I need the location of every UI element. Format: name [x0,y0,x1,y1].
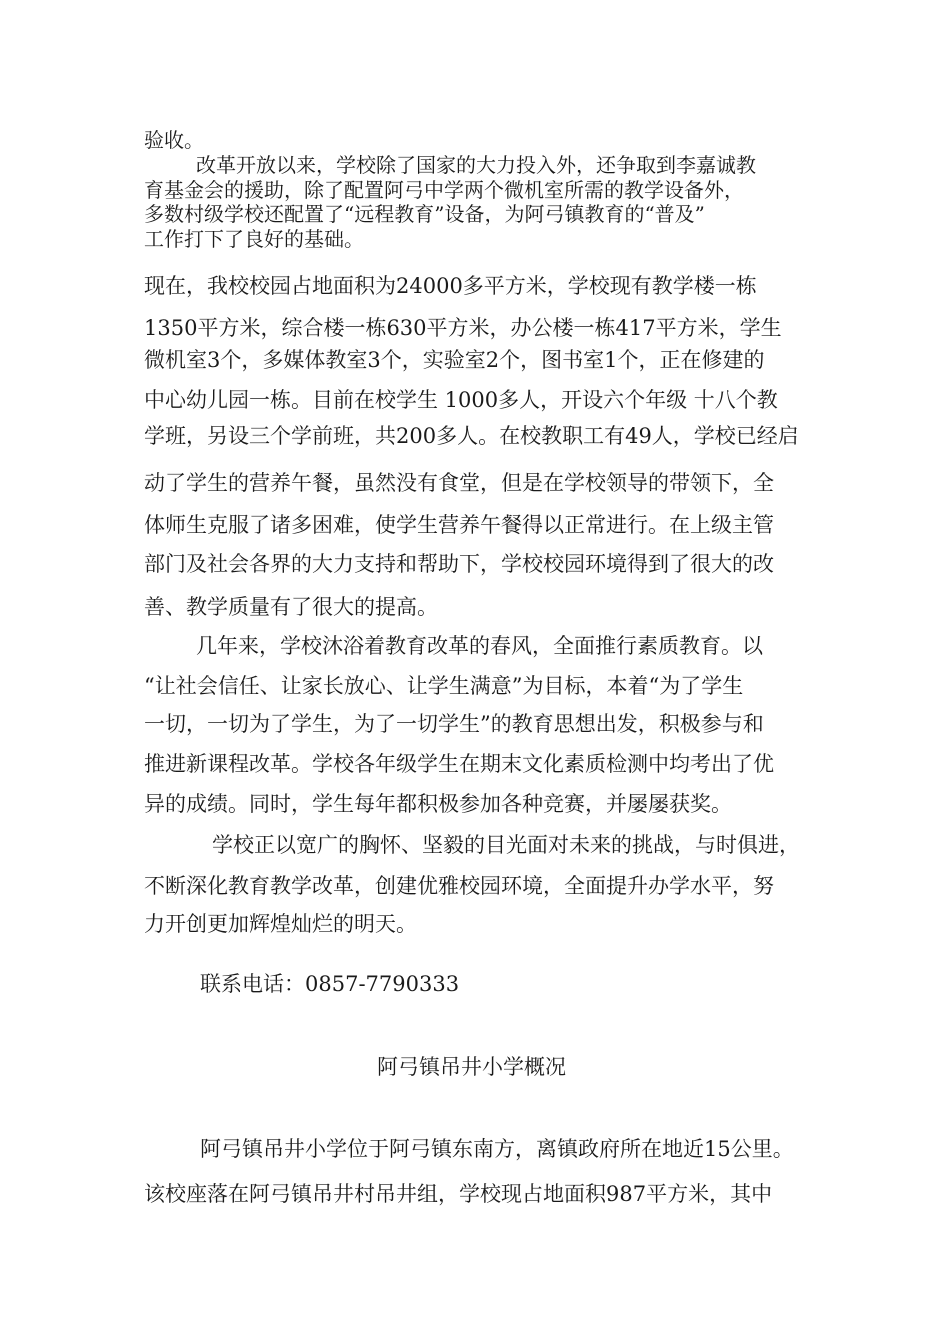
paragraph-line: 力开创更加辉煌灿烂的明天。 [144,912,417,936]
paragraph-line: 工作打下了良好的基础。 [144,227,364,251]
paragraph-line: 中心幼儿园一栋。目前在校学生 1000多人，开设六个年级 十八个教 [144,388,778,412]
paragraph-line: 多数村级学校还配置了“远程教育”设备，为阿弓镇教育的“普及” [144,202,705,226]
paragraph-line: 育基金会的援助，除了配置阿弓中学两个微机室所需的教学设备外， [144,178,744,202]
paragraph-line: 推进新课程改革。学校各年级学生在期末文化素质检测中均考出了优 [144,752,774,776]
paragraph-line: 改革开放以来，学校除了国家的大力投入外，还争取到李嘉诚教 [196,153,756,177]
paragraph-line: 异的成绩。同时，学生每年都积极参加各种竞赛，并屡屡获奖。 [144,792,732,816]
paragraph-line: 1350平方米，综合楼一栋630平方米，办公楼一栋417平方米，学生 [144,316,782,340]
paragraph-line: 阿弓镇吊井小学位于阿弓镇东南方，离镇政府所在地近15公里。 [200,1137,794,1161]
paragraph-line: 微机室3个，多媒体教室3个，实验室2个，图书室1个，正在修建的 [144,348,765,372]
paragraph-line: 该校座落在阿弓镇吊井村吊井组，学校现占地面积987平方米，其中 [144,1182,773,1206]
paragraph-line: 善、教学质量有了很大的提高。 [144,595,438,619]
paragraph-line: “让社会信任、让家长放心、让学生满意”为目标，本着“为了学生 [144,674,744,698]
paragraph-line: 动了学生的营养午餐，虽然没有食堂，但是在学校领导的带领下，全 [144,471,774,495]
paragraph-line: 部门及社会各界的大力支持和帮助下，学校校园环境得到了很大的改 [144,552,774,576]
paragraph-line: 学校正以宽广的胸怀、坚毅的目光面对未来的挑战，与时俱进， [212,833,800,857]
paragraph-line: 一切，一切为了学生，为了一切学生”的教育思想出发，积极参与和 [144,712,764,736]
paragraph-line: 现在，我校校园占地面积为24000多平方米，学校现有教学楼一栋 [144,274,757,298]
paragraph-line: 验收。 [144,128,204,152]
paragraph-line: 不断深化教育教学改革，创建优雅校园环境，全面提升办学水平，努 [144,874,774,898]
paragraph-line: 学班，另设三个学前班，共200多人。在校教职工有49人，学校已经启 [144,424,799,448]
contact-phone: 联系电话：0857-7790333 [200,972,460,996]
paragraph-line: 体师生克服了诸多困难，使学生营养午餐得以正常进行。在上级主管 [144,513,774,537]
section-title: 阿弓镇吊井小学概况 [377,1055,566,1079]
paragraph-line: 几年来，学校沐浴着教育改革的春风，全面推行素质教育。以 [196,634,763,658]
